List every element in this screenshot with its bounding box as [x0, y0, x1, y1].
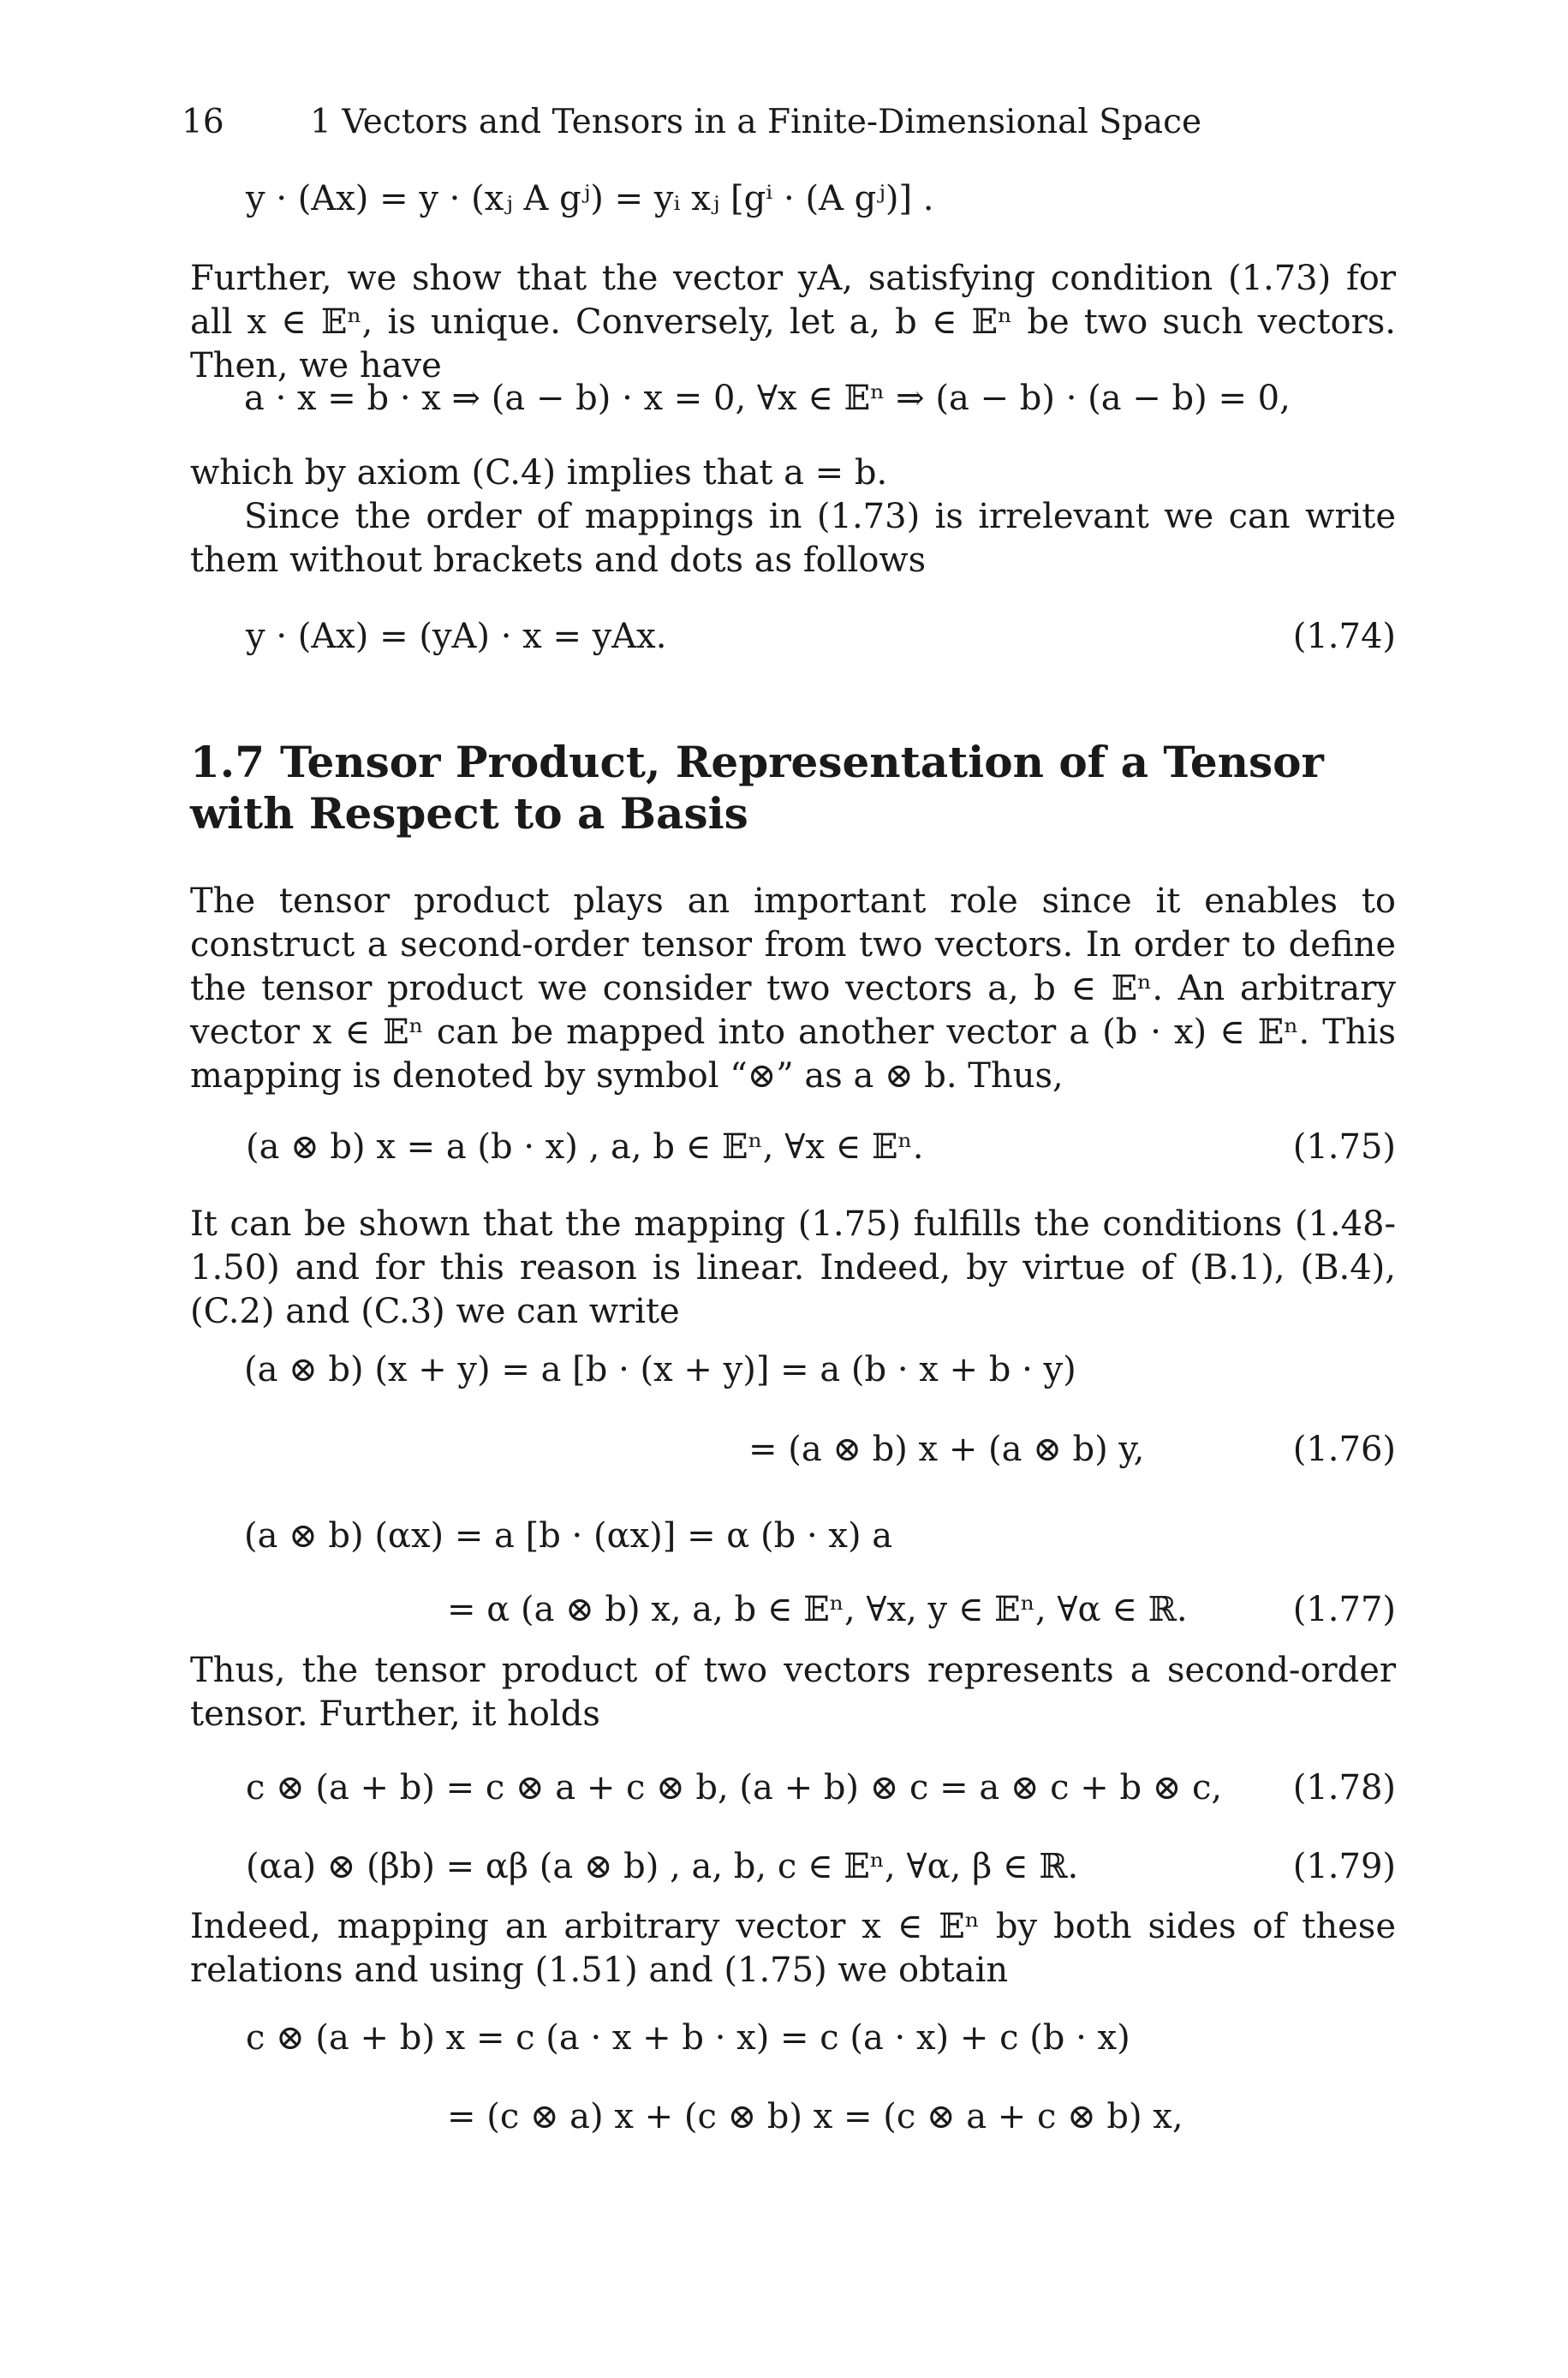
equation-1-78-number: (1.78) [1292, 1768, 1396, 1807]
equation-top-expr: y · (Ax) = y · (xⱼ A gʲ) = yᵢ xⱼ [gⁱ · (A gʲ)] . [246, 179, 934, 218]
equation-1-76-line-1-expr: (a ⊗ b) (x + y) = a [b · (x + y)] = a (b · x + b · y) [244, 1350, 1076, 1389]
section-title: Tensor Product, Representation of a Tensor with Respect to a Basis [190, 737, 1324, 839]
equation-1-79-expr: (αa) ⊗ (βb) = αβ (a ⊗ b) , a, b, c ∈ 𝔼ⁿ, ∀α, β ∈ ℝ. [246, 1847, 1079, 1886]
section-heading [190, 737, 1396, 839]
equation-1-74-expr: y · (Ax) = (yA) · x = yAx. [246, 617, 667, 656]
paragraph-axiom: which by axiom (C.4) implies that a = b. [190, 453, 888, 493]
paragraph-order: Since the order of mappings in (1.73) is irrelevant we can write them without brackets and dots as follows [190, 497, 1396, 580]
paragraph-tensor-product: The tensor product plays an important role since it enables to construct a second-order tensor from two vectors. In order to define the tensor product we consider two vectors a, b ∈ 𝔼ⁿ. An arbitrary vector x ∈ 𝔼ⁿ can be mapped into another vector a (b · x) ∈ 𝔼ⁿ. This mapping is denoted by symbol “⊗” as a ⊗ b. Thus, [190, 881, 1396, 1096]
paragraph-uniqueness: Further, we show that the vector yA, satisfying condition (1.73) for all x ∈ 𝔼ⁿ, is unique. Conversely, let a, b ∈ 𝔼ⁿ be two such vectors. Then, we have [190, 259, 1396, 385]
equation-1-79-number: (1.79) [1292, 1847, 1396, 1886]
equation-1-74-number: (1.74) [1292, 617, 1396, 656]
running-header [182, 103, 1201, 141]
page-number: 16 [182, 103, 224, 141]
equation-final-line-2-expr: = (c ⊗ a) x + (c ⊗ b) x = (c ⊗ a + c ⊗ b) x, [447, 2097, 1183, 2136]
equation-uniqueness-expr: a · x = b · x ⇒ (a − b) · x = 0, ∀x ∈ 𝔼ⁿ ⇒ (a − b) · (a − b) = 0, [244, 379, 1291, 418]
paragraph-linearity: It can be shown that the mapping (1.75) fulfills the conditions (1.48-1.50) and for this reason is linear. Indeed, by virtue of (B.1), (B.4), (C.2) and (C.3) we can write [190, 1204, 1396, 1331]
running-title: 1 Vectors and Tensors in a Finite-Dimensional Space [310, 103, 1202, 141]
equation-final-line-1-expr: c ⊗ (a + b) x = c (a · x + b · x) = c (a · x) + c (b · x) [246, 2018, 1130, 2058]
paragraph-second-order: Thus, the tensor product of two vectors represents a second-order tensor. Further, it holds [190, 1651, 1396, 1734]
equation-1-77-line-1-expr: (a ⊗ b) (αx) = a [b · (αx)] = α (b · x) a [244, 1516, 893, 1556]
paragraph-mapping: Indeed, mapping an arbitrary vector x ∈ 𝔼ⁿ by both sides of these relations and using (1.51) and (1.75) we obtain [190, 1907, 1396, 1990]
equation-1-75-number: (1.75) [1292, 1127, 1396, 1167]
equation-1-76-line-2-expr: = (a ⊗ b) x + (a ⊗ b) y, [748, 1430, 1145, 1469]
equation-1-77-line-2-expr: = α (a ⊗ b) x, a, b ∈ 𝔼ⁿ, ∀x, y ∈ 𝔼ⁿ, ∀α ∈ ℝ. [447, 1590, 1188, 1629]
equation-1-75-expr: (a ⊗ b) x = a (b · x) , a, b ∈ 𝔼ⁿ, ∀x ∈ 𝔼ⁿ. [246, 1127, 924, 1167]
section-number: 1.7 [190, 737, 265, 787]
equation-1-77-number: (1.77) [1292, 1590, 1396, 1629]
equation-1-76-number: (1.76) [1292, 1430, 1396, 1469]
equation-1-78-expr: c ⊗ (a + b) = c ⊗ a + c ⊗ b, (a + b) ⊗ c = a ⊗ c + b ⊗ c, [246, 1768, 1223, 1807]
